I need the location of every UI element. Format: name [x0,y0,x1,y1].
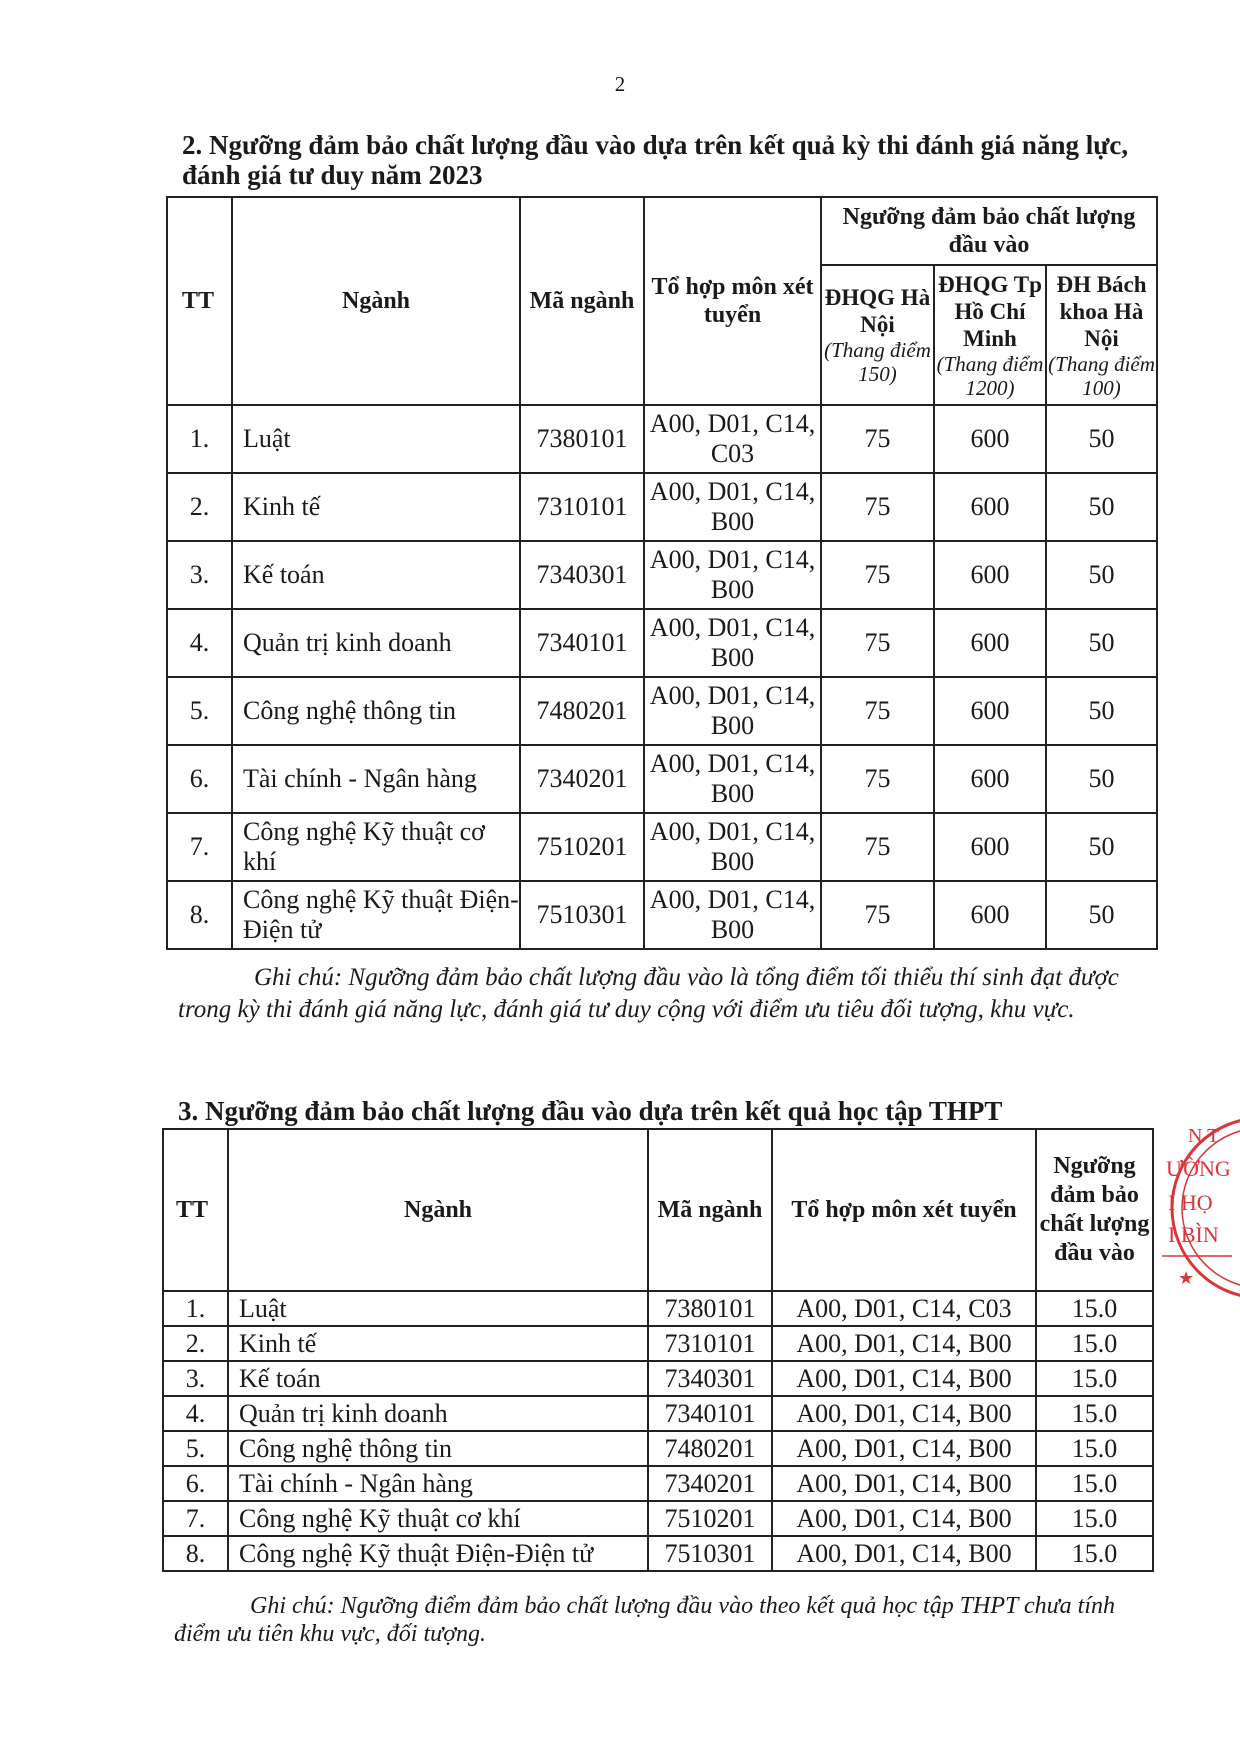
row-nganh: Kế toán [232,541,520,609]
row-nganh: Tài chính - Ngân hàng [232,745,520,813]
row-ma-nganh: 7340301 [520,541,644,609]
row-ma-nganh: 7510301 [520,881,644,949]
row-ma-nganh: 7340201 [520,745,644,813]
seal-graphic [1162,1108,1240,1308]
row-nganh: Tài chính - Ngân hàng [228,1466,648,1501]
section-2-table [166,196,1158,950]
row-nganh: Kinh tế [232,473,520,541]
row-nguong: 15.0 [1036,1291,1153,1326]
row-dhqg-hn: 75 [821,405,934,473]
seal-text-top: N T [1188,1125,1220,1147]
row-tt: 8. [163,1536,228,1571]
seal-text-2: I HỌ [1168,1190,1213,1215]
table-row [167,609,1157,677]
row-ma-nganh: 7510301 [648,1536,772,1571]
row-nganh: Công nghệ Kỹ thuật Điện-Điện tử [228,1536,648,1571]
section-3-note: Ghi chú: Ngưỡng điểm đảm bảo chất lượng đầu vào theo kết quả học tập THPT chưa tính điểm ưu tiên khu vực, đối tượng. [174,1593,1116,1647]
row-nganh: Luật [228,1291,648,1326]
table-row [167,881,1157,949]
row-ma-nganh: 7480201 [648,1431,772,1466]
row-nganh: Quản trị kinh doanh [232,609,520,677]
header-nganh: Ngành [232,197,520,405]
row-nguong: 15.0 [1036,1501,1153,1536]
section-3-table-body [163,1291,1153,1571]
header-tt: TT [167,197,232,405]
row-to-hop: A00, D01, C14, C03 [772,1291,1036,1326]
row-to-hop: A00, D01, C14, B00 [644,609,821,677]
header-dhqg-hn [821,265,934,405]
section-3-table [162,1128,1154,1572]
header-dh-bach-khoa [1046,265,1157,405]
row-nguong: 15.0 [1036,1536,1153,1571]
row-ma-nganh: 7340101 [520,609,644,677]
row-to-hop: A00, D01, C14, B00 [644,881,821,949]
header-ma-nganh: Mã ngành [520,197,644,405]
seal-text-1: ƯỜNG [1166,1156,1231,1181]
row-nganh: Công nghệ Kỹ thuật cơ khí [228,1501,648,1536]
row-dh-bach-khoa: 50 [1046,405,1157,473]
row-tt: 7. [163,1501,228,1536]
row-dhqg-hcm: 600 [934,745,1046,813]
row-ma-nganh: 7510201 [648,1501,772,1536]
section-2-table-body [167,405,1157,949]
table-row [163,1536,1153,1571]
table-row [167,405,1157,473]
row-to-hop: A00, D01, C14, B00 [772,1501,1036,1536]
row-nguong: 15.0 [1036,1466,1153,1501]
row-ma-nganh: 7380101 [648,1291,772,1326]
row-to-hop: A00, D01, C14, B00 [772,1361,1036,1396]
section-2-note: Ghi chú: Ngưỡng đảm bảo chất lượng đầu vào là tổng điểm tối thiểu thí sinh đạt được trong kỳ thi đánh giá năng lực, đánh giá tư duy cộng với điểm ưu tiêu đối tượng, khu vực. [178,964,1119,1023]
row-tt: 1. [163,1291,228,1326]
row-nganh: Quản trị kinh doanh [228,1396,648,1431]
row-to-hop: A00, D01, C14, B00 [644,473,821,541]
table-row [163,1291,1153,1326]
header-dhqg-hcm-label: ĐHQG Tp Hồ Chí Minh [938,271,1042,351]
row-tt: 4. [163,1396,228,1431]
row-tt: 3. [167,541,232,609]
header-dhqg-hn-label: ĐHQG Hà Nội [824,285,931,337]
row-to-hop: A00, D01, C14, B00 [644,745,821,813]
red-seal-stamp [1162,1108,1240,1308]
row-nganh: Công nghệ Kỹ thuật cơ khí [232,813,520,881]
header-nguong: Ngưỡng đảm bảo chất lượng đầu vào [1036,1129,1153,1291]
row-dhqg-hn: 75 [821,881,934,949]
row-nguong: 15.0 [1036,1396,1153,1431]
header-dhqg-hcm-scale: (Thang điểm 1200) [936,351,1044,400]
row-nganh: Công nghệ thông tin [228,1431,648,1466]
table-row [167,541,1157,609]
header-tt: TT [163,1129,228,1291]
row-tt: 6. [163,1466,228,1501]
row-tt: 5. [163,1431,228,1466]
table-row [167,745,1157,813]
row-dhqg-hn: 75 [821,473,934,541]
row-nganh: Công nghệ thông tin [232,677,520,745]
row-to-hop: A00, D01, C14, B00 [772,1536,1036,1571]
section-3-title: 3. Ngưỡng đảm bảo chất lượng đầu vào dựa trên kết quả học tập THPT [178,1096,1003,1126]
row-nguong: 15.0 [1036,1361,1153,1396]
row-ma-nganh: 7310101 [648,1326,772,1361]
row-to-hop: A00, D01, C14, B00 [772,1326,1036,1361]
row-dh-bach-khoa: 50 [1046,677,1157,745]
row-dhqg-hn: 75 [821,813,934,881]
row-tt: 6. [167,745,232,813]
row-dhqg-hcm: 600 [934,405,1046,473]
row-to-hop: A00, D01, C14, C03 [644,405,821,473]
row-nganh: Kế toán [228,1361,648,1396]
row-nganh: Luật [232,405,520,473]
row-to-hop: A00, D01, C14, B00 [772,1466,1036,1501]
row-ma-nganh: 7480201 [520,677,644,745]
header-nguong: Ngưỡng đảm bảo chất lượng đầu vào [821,197,1157,265]
row-dhqg-hcm: 600 [934,677,1046,745]
header-dhqg-hn-scale: (Thang điểm 150) [824,338,931,386]
row-tt: 4. [167,609,232,677]
row-dhqg-hn: 75 [821,609,934,677]
row-tt: 3. [163,1361,228,1396]
row-to-hop: A00, D01, C14, B00 [644,677,821,745]
row-dhqg-hcm: 600 [934,609,1046,677]
row-dh-bach-khoa: 50 [1046,609,1157,677]
row-nganh: Công nghệ Kỹ thuật Điện-Điện tử [232,881,520,949]
table-row [163,1466,1153,1501]
row-tt: 2. [163,1326,228,1361]
row-ma-nganh: 7340301 [648,1361,772,1396]
table-row [167,813,1157,881]
seal-star-icon: ★ [1178,1268,1195,1289]
table-row [163,1361,1153,1396]
row-dhqg-hn: 75 [821,745,934,813]
row-dhqg-hcm: 600 [934,813,1046,881]
row-tt: 7. [167,813,232,881]
seal-text-3: I BÌN [1168,1222,1219,1247]
header-to-hop: Tổ hợp môn xét tuyển [772,1129,1036,1291]
row-ma-nganh: 7310101 [520,473,644,541]
table-row [167,677,1157,745]
row-dh-bach-khoa: 50 [1046,745,1157,813]
row-tt: 8. [167,881,232,949]
header-nganh: Ngành [228,1129,648,1291]
row-to-hop: A00, D01, C14, B00 [772,1396,1036,1431]
row-dhqg-hn: 75 [821,541,934,609]
header-dhqg-hcm [934,265,1046,405]
row-ma-nganh: 7510201 [520,813,644,881]
page-number: 2 [614,72,626,96]
row-dh-bach-khoa: 50 [1046,473,1157,541]
row-ma-nganh: 7380101 [520,405,644,473]
row-dhqg-hcm: 600 [934,881,1046,949]
row-dhqg-hcm: 600 [934,541,1046,609]
table-row [163,1326,1153,1361]
row-to-hop: A00, D01, C14, B00 [644,813,821,881]
row-nguong: 15.0 [1036,1431,1153,1466]
row-nguong: 15.0 [1036,1326,1153,1361]
row-dh-bach-khoa: 50 [1046,813,1157,881]
header-dh-bach-khoa-label: ĐH Bách khoa Hà Nội [1056,271,1147,351]
row-ma-nganh: 7340201 [648,1466,772,1501]
row-ma-nganh: 7340101 [648,1396,772,1431]
row-to-hop: A00, D01, C14, B00 [644,541,821,609]
header-to-hop: Tổ hợp môn xét tuyển [644,197,821,405]
row-dhqg-hcm: 600 [934,473,1046,541]
table-row [163,1396,1153,1431]
section-2-title: 2. Ngưỡng đảm bảo chất lượng đầu vào dựa trên kết quả kỳ thi đánh giá năng lực, đánh giá tư duy năm 2023 [182,130,1129,190]
header-dh-bach-khoa-scale: (Thang điểm 100) [1048,351,1155,400]
row-dhqg-hn: 75 [821,677,934,745]
row-to-hop: A00, D01, C14, B00 [772,1431,1036,1466]
header-ma-nganh: Mã ngành [648,1129,772,1291]
row-nganh: Kinh tế [228,1326,648,1361]
row-tt: 1. [167,405,232,473]
row-dh-bach-khoa: 50 [1046,541,1157,609]
table-row [167,473,1157,541]
row-dh-bach-khoa: 50 [1046,881,1157,949]
table-row [163,1431,1153,1466]
table-row [163,1501,1153,1536]
row-tt: 5. [167,677,232,745]
row-tt: 2. [167,473,232,541]
